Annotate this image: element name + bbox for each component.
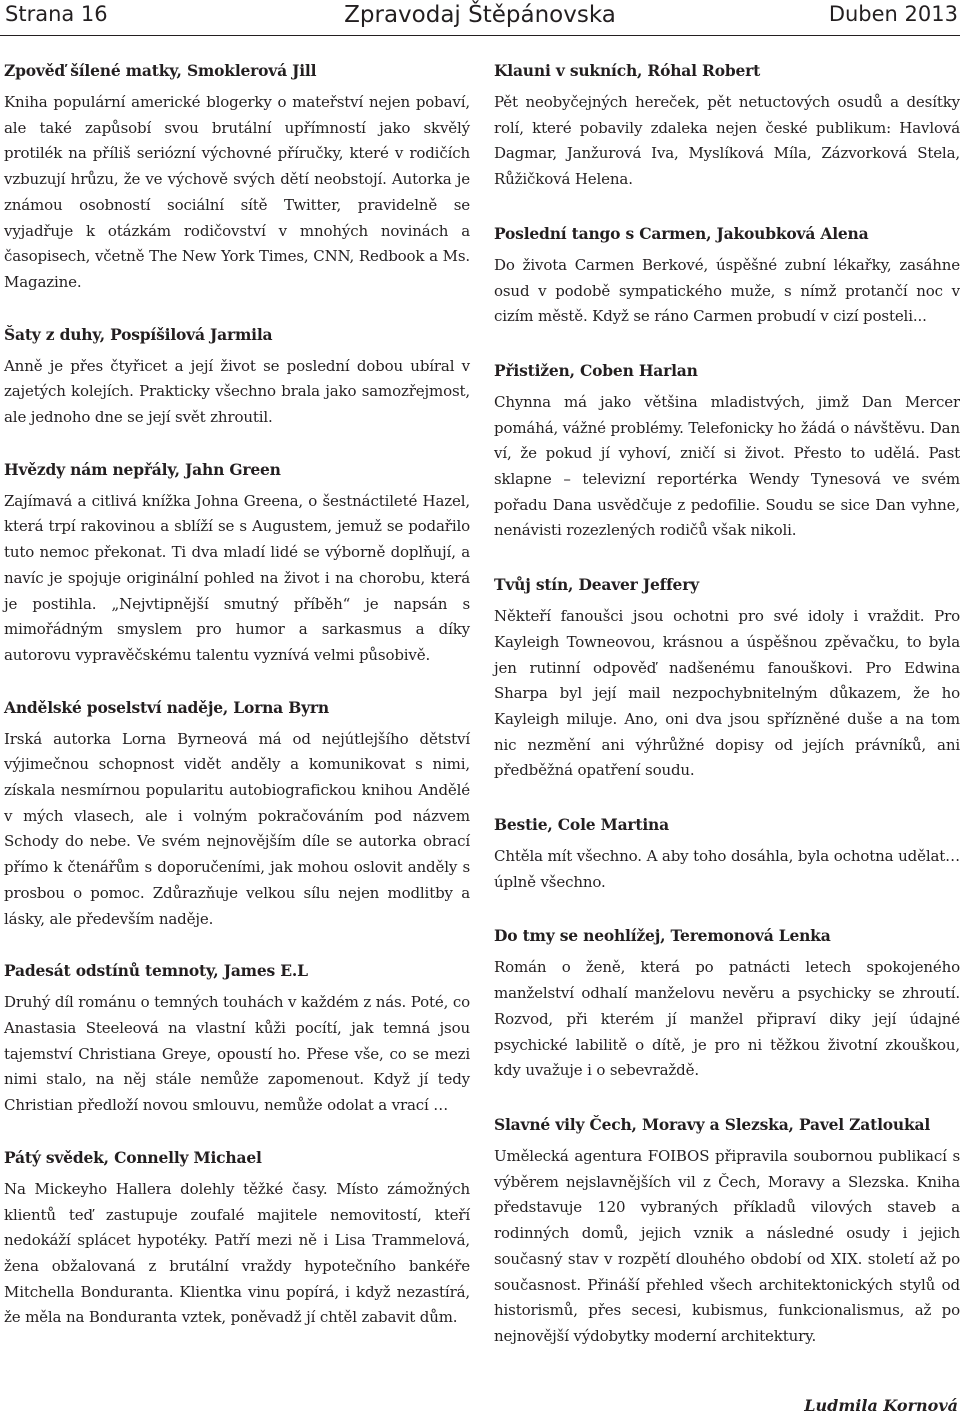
author-signature: Ludmila Kornová xyxy=(804,1396,958,1415)
article-title: Pátý svědek, Connelly Michael xyxy=(4,1147,262,1167)
article-title: Bestie, Cole Martina xyxy=(494,815,669,835)
article-zpoved-silene-matky xyxy=(4,58,470,296)
article-saty-z-duhy xyxy=(4,322,470,431)
left-column xyxy=(4,58,470,1331)
article-title: Do tmy se neohlížej, Teremonová Lenka xyxy=(494,926,831,946)
article-text: Do života Carmen Berkové, úspěšné zubní lékařky, zasáhne osud v podobě sympatického muže, s nímž protančí noc v cizím městě. Když se ráno Carmen probudí v cizí posteli... xyxy=(494,255,960,326)
article-text: Pět neobyčejných hereček, pět netuctových osudů a desítky rolí, které pobavily zdaleka nejen české publikum: Havlová Dagmar, Janžurová Iva, Myslíková Míla, Zázvorková Stela, Růžičková Helena. xyxy=(494,93,960,189)
article-text: Druhý díl románu o temných touhách v každém z nás. Poté, co Anastasia Steeleová na vlastní kůži pocítí, jak temná jsou tajemství Christiana Greye, opoustí ho. Přese vše, co se mezi nimi stalo, na něj stále nemůže zapomenout. Když jí tedy Christian předloží novou smlouvu, nemůže odolat a vrací … xyxy=(4,993,470,1115)
article-text: Irská autorka Lorna Byrneová má od nejútlejšího dětství výjimečnou schopnost vidět anděly a komunikovat s nimi, získala nesmírnou popularitu autobiografickou knihou Andělé v mých vlasech, ale i volným pokračováním pod názvem Schody do nebe. Ve svém nejnovějším díle se autorka obrací přímo k čtenářům s doporučeními, jak mohou oslovit anděly s prosbou o pomoc. Zdůrazňuje velkou sílu nejen modlitby a lásky, ale především naděje. xyxy=(4,729,470,928)
article-do-tmy-se-neohlizej xyxy=(494,923,960,1084)
article-text: Chtěla mít všechno. A aby toho dosáhla, byla ochotna udělat… úplně všechno. xyxy=(494,847,960,891)
page-number: Strana 16 xyxy=(5,2,108,26)
article-text: Kniha populární americké blogerky o mateřství nejen pobaví, ale také zapůsobí svou brutální upřímností jako skvělý protilék na příliš seriózní výchovné příručky, které v rodičích vzbuzují hrůzu, že ve výchově svých dětí neobstojí. Autorka je známou osobností sociální sítě Twitter, pravidelně se vyjadřuje k otázkám rodičovství v mnohých novinách a časopisech, včetně The New York Times, CNN, Redbook a Ms. Magazine. xyxy=(4,93,470,291)
article-title: Slavné vily Čech, Moravy a Slezska, Pavel Zatloukal xyxy=(494,1114,931,1134)
article-title: Andělské poselství naděje, Lorna Byrn xyxy=(4,697,329,717)
article-tvuj-stin xyxy=(494,572,960,784)
article-text: Zajímavá a citlivá knížka Johna Greena, o šestnáctileté Hazel, která trpí rakovinou a sblíží se s Augustem, jemuž se podařilo tuto nemoc překonat. Ti dva mladí lidé se výborně doplňují, a navíc je spojuje originální pohled na život i na chorobu, která je postihla. „Nejvtipnější smutný příběh“ je napsán s mimořádným smyslem pro humor a sarkasmus a díky autorovu vypravěčskému talentu vyznívá velmi působivě. xyxy=(4,491,470,664)
right-column xyxy=(494,58,960,1350)
article-bestie xyxy=(494,812,960,895)
article-text: Román o ženě, která po patnácti letech spokojeného manželství odhalí manželovu nevěru a psychicky se zhroutí. Rozvod, při kterém jí manžel připraví diky její údajné psychické labilitě o dítě, je pro ni těžkou životní zkouškou, kdy uvažuje i o sebevraždě. xyxy=(494,958,960,1080)
article-posledni-tango xyxy=(494,221,960,330)
newsletter-title: Zpravodaj Štěpánovska xyxy=(344,2,616,28)
article-paty-svedek xyxy=(4,1145,470,1331)
article-pristizen xyxy=(494,358,960,544)
article-text: Anně je přes čtyřicet a její život se poslední dobou ubíral v zajetých kolejích. Prakticky všechno brala jako samozřejmost, ale jednoho dne se její svět zhroutil. xyxy=(4,356,470,427)
article-text: Chynna má jako většina mladistvých, jimž Dan Mercer pomáhá, vážné problémy. Telefonicky ho žádá o návštěvu. Dan ví, že pokud jí vyhoví, zničí si život. Přesto to udělá. Past sklapne – televizní reportérka Wendy Tynesová ve svém pořadu Dana usvědčuje z pedofilie. Soudu se sice Dan vyhne, nenávisti rozezlených rodičů však nikoli. xyxy=(494,392,960,540)
article-text: Někteří fanoušci jsou ochotni pro své idoly i vraždit. Pro Kayleigh Towneovou, krásnou a úspěšnou zpěvačku, to byla jen rutinní odpověď nadšenému fanouškovi. Pro Edwina Sharpa byl její mail nezpochybnitelným důkazem, že ho Kayleigh miluje. Ano, oni dva jsou spřízněné duše a na tom nic nezmění ani výhrůžné dopisy od jejích právníků, ani předběžná opatření soudu. xyxy=(494,607,960,780)
article-hvezdy-nam-neprály xyxy=(4,457,470,669)
page-header xyxy=(0,0,960,36)
article-title: Šaty z duhy, Pospíšilová Jarmila xyxy=(4,324,273,344)
article-padesat-odstinu-temnoty xyxy=(4,958,470,1119)
article-title: Poslední tango s Carmen, Jakoubková Alena xyxy=(494,223,869,243)
article-title: Hvězdy nám nepřály, Jahn Green xyxy=(4,459,281,479)
article-title: Tvůj stín, Deaver Jeffery xyxy=(494,575,699,595)
article-title: Přistižen, Coben Harlan xyxy=(494,360,698,380)
article-title: Padesát odstínů temnoty, James E.L xyxy=(4,961,308,981)
article-text: Umělecká agentura FOIBOS připravila soubornou publikací s výběrem nejslavnějších vil z Čech, Moravy a Slezska. Kniha představuje 120 vybraných příkladů vilových staveb a rodinných domů, jejich vznik a následné osudy i jejich současný stav v rozpětí dlouhého období od XIX. století až po současnost. Přináší přehled všech architektonických stylů od historismů, přes secesi, kubismus, funkcionalismus, až po nejnovější výdobytky moderní architektury. xyxy=(494,1146,960,1345)
article-title: Zpověď šílené matky, Smoklerová Jill xyxy=(4,61,317,80)
issue-date: Duben 2013 xyxy=(828,2,958,26)
article-andelske-poselstvi xyxy=(4,695,470,933)
article-text: Na Mickeyho Hallera dolehly těžké časy. Místo zámožných klientů teď zastupuje zoufalé majitele nemovitostí, kteří nedokáží splácet hypotéky. Patří mezi ně i Lisa Trammelová, žena obžalovaná z brutální vraždy hypotečního bankéře Mitchella Bonduranta. Klientka vinu popírá, i když nezastírá, že měla na Bonduranta vztek, poněvadž jí chtěl zabavit dům. xyxy=(4,1179,470,1327)
article-klauni-v-suknich xyxy=(494,58,960,193)
article-slavne-vily xyxy=(494,1112,960,1350)
article-title: Klauni v sukních, Róhal Robert xyxy=(494,61,761,80)
